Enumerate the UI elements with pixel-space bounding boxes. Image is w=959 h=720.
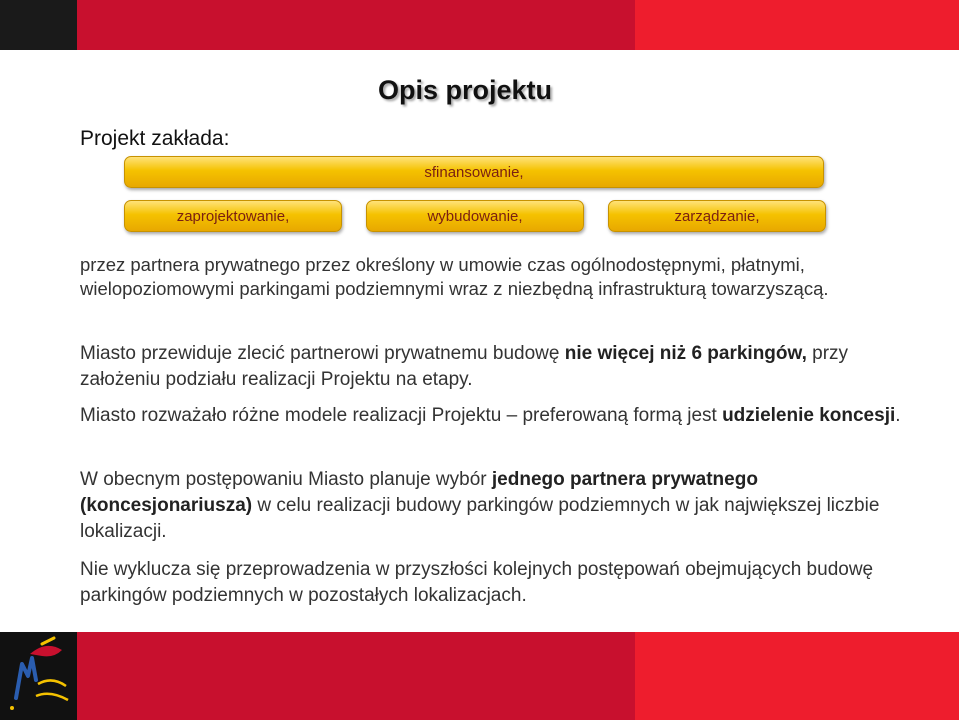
pill-build: wybudowanie, — [366, 200, 584, 232]
top-banner — [0, 0, 959, 50]
top-banner-lightred — [635, 0, 959, 50]
pill-manage: zarządzanie, — [608, 200, 826, 232]
text-span: przy założeniu podziału realizacji Projektu na etapy. — [80, 343, 849, 390]
intro-label: Projekt zakłada: — [80, 127, 230, 150]
bottom-banner-red — [77, 632, 635, 720]
paragraph-parkings — [80, 341, 930, 393]
text-span: Miasto przewiduje zlecić partnerowi prywatnemu budowę — [80, 343, 565, 364]
paragraph-future: Nie wyklucza się przeprowadzenia w przyszłości kolejnych postępowań obejmujących budowę parkingów podziemnych w pozostałych lokalizacjach. — [80, 559, 874, 606]
bold-span: jednego partnera prywatnego (koncesjonariusza) — [80, 469, 758, 516]
text-span: W obecnym postępowaniu Miasto planuje wybór — [80, 469, 492, 490]
text-span: . — [895, 405, 901, 426]
pill-design: zaprojektowanie, — [124, 200, 342, 232]
warsaw-logo-icon — [2, 636, 74, 716]
bold-span: nie więcej niż 6 parkingów, — [564, 343, 807, 364]
bottom-banner — [0, 632, 959, 720]
top-banner-red — [77, 0, 635, 50]
bottom-banner-lightred — [635, 632, 959, 720]
bold-span: udzielenie koncesji — [722, 405, 896, 426]
page-title: Opis projektu — [378, 75, 553, 105]
paragraph-procedure — [80, 467, 930, 545]
paragraph-partner: przez partnera prywatnego przez określony w umowie czas ogólnodostępnymi, płatnymi, wielopoziomowymi parkingami podziemnymi wraz z niezbędną infrastrukturą towarzyszącą. — [80, 254, 829, 299]
text-span: w celu realizacji budowy parkingów podziemnych w jak największej liczbie lokalizacji. — [80, 495, 880, 542]
paragraph-concession — [80, 403, 930, 429]
text-span: Miasto rozważało różne modele realizacji Projektu – preferowaną formą jest — [80, 405, 723, 426]
pill-financing: sfinansowanie, — [124, 156, 824, 188]
